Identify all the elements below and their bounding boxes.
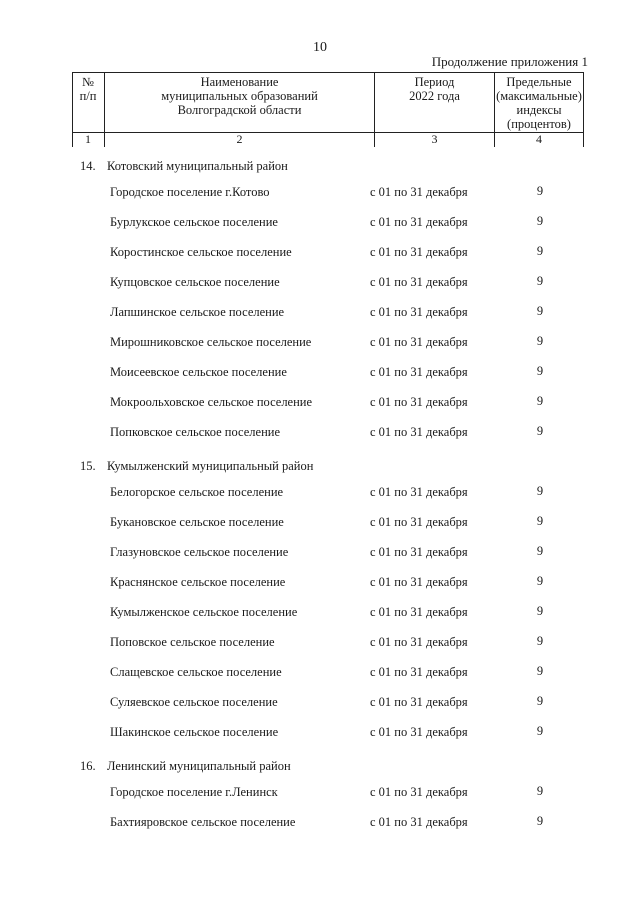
municipality-name: Мокроольховское сельское поселение: [110, 395, 313, 409]
municipality-name: Моисеевское сельское поселение: [110, 365, 287, 379]
table-row: [0, 212, 640, 242]
index-value: 9: [536, 634, 544, 648]
municipality-name: Попковское сельское поселение: [110, 425, 281, 439]
index-value: 9: [536, 544, 544, 558]
appendix-note: Продолжение приложения 1: [431, 54, 588, 69]
municipality-name: Лапшинское сельское поселение: [110, 305, 285, 319]
municipality-name: Городское поселение г.Котово: [110, 185, 270, 199]
section-row: [0, 452, 640, 482]
index-value: 9: [536, 484, 544, 498]
index-value: 9: [536, 724, 544, 738]
municipality-name: Шакинское сельское поселение: [110, 725, 279, 739]
municipality-name: Поповское сельское поселение: [110, 635, 275, 649]
section-title: Кумылженский муниципальный район: [107, 459, 314, 473]
municipality-name: Букановское сельское поселение: [110, 515, 284, 529]
period: с 01 по 31 декабря: [370, 395, 468, 409]
section-number: 14.: [80, 159, 96, 173]
index-value: 9: [536, 214, 544, 228]
period: с 01 по 31 декабря: [370, 425, 468, 439]
period: с 01 по 31 декабря: [370, 245, 468, 259]
municipality-name: Мирошниковское сельское поселение: [110, 335, 312, 349]
index-value: 9: [536, 514, 544, 528]
period: с 01 по 31 декабря: [370, 305, 468, 319]
municipality-name: Бурлукское сельское поселение: [110, 215, 278, 229]
index-value: 9: [536, 664, 544, 678]
index-value: 9: [536, 784, 544, 798]
period: с 01 по 31 декабря: [370, 575, 468, 589]
period: с 01 по 31 декабря: [370, 515, 468, 529]
table-body: [0, 152, 640, 842]
table-row: [0, 242, 640, 272]
section-row: [0, 752, 640, 782]
municipality-name: Бахтияровское сельское поселение: [110, 815, 296, 829]
column-number-3: 3: [431, 132, 438, 146]
table-row: [0, 602, 640, 632]
municipality-name: Купцовское сельское поселение: [110, 275, 280, 289]
period: с 01 по 31 декабря: [370, 695, 468, 709]
period: с 01 по 31 декабря: [370, 605, 468, 619]
table-row: [0, 572, 640, 602]
column-number-2: 2: [236, 132, 243, 146]
table-row: [0, 512, 640, 542]
table-row: [0, 482, 640, 512]
table-row: [0, 542, 640, 572]
column-header-name: Наименование муниципальных образований Волгоградской области: [161, 75, 318, 117]
index-value: 9: [536, 274, 544, 288]
period: с 01 по 31 декабря: [370, 725, 468, 739]
index-value: 9: [536, 814, 544, 828]
column-number-4: 4: [536, 132, 542, 146]
section-title: Ленинский муниципальный район: [107, 759, 291, 773]
table-row: [0, 332, 640, 362]
table-row: [0, 782, 640, 812]
table-row: [0, 362, 640, 392]
table-row: [0, 272, 640, 302]
table-row: [0, 692, 640, 722]
period: с 01 по 31 декабря: [370, 485, 468, 499]
period: с 01 по 31 декабря: [370, 275, 468, 289]
index-value: 9: [536, 334, 544, 348]
period: с 01 по 31 декабря: [370, 785, 468, 799]
table-row: [0, 662, 640, 692]
municipality-name: Краснянское сельское поселение: [110, 575, 286, 589]
table-row: [0, 812, 640, 842]
index-value: 9: [536, 424, 544, 438]
column-header-period: Период 2022 года: [409, 75, 460, 103]
section-number: 15.: [80, 459, 96, 473]
municipality-name: Кумылженское сельское поселение: [110, 605, 298, 619]
table-row: [0, 422, 640, 452]
table-row: [0, 632, 640, 662]
index-value: 9: [536, 364, 544, 378]
period: с 01 по 31 декабря: [370, 545, 468, 559]
column-number-1: 1: [85, 132, 91, 146]
section-title: Котовский муниципальный район: [107, 159, 288, 173]
period: с 01 по 31 декабря: [370, 365, 468, 379]
table-row: [0, 392, 640, 422]
period: с 01 по 31 декабря: [370, 215, 468, 229]
table-row: [0, 302, 640, 332]
section-row: [0, 152, 640, 182]
index-value: 9: [536, 574, 544, 588]
municipality-name: Городское поселение г.Ленинск: [110, 785, 278, 799]
period: с 01 по 31 декабря: [370, 665, 468, 679]
index-value: 9: [536, 304, 544, 318]
column-header-index: Предельные (максимальные) индексы (процентов): [496, 75, 582, 131]
table-row: [0, 722, 640, 752]
period: с 01 по 31 декабря: [370, 635, 468, 649]
index-value: 9: [536, 394, 544, 408]
municipality-name: Слащевское сельское поселение: [110, 665, 282, 679]
page-number: 10: [313, 40, 327, 55]
period: с 01 по 31 декабря: [370, 335, 468, 349]
municipality-name: Белогорское сельское поселение: [110, 485, 284, 499]
index-value: 9: [536, 604, 544, 618]
municipality-name: Коростинское сельское поселение: [110, 245, 292, 259]
municipality-name: Суляевское сельское поселение: [110, 695, 278, 709]
municipality-name: Глазуновское сельское поселение: [110, 545, 289, 559]
column-header-number: № п/п: [79, 75, 97, 103]
section-number: 16.: [80, 759, 96, 773]
table-row: [0, 182, 640, 212]
period: с 01 по 31 декабря: [370, 815, 468, 829]
period: с 01 по 31 декабря: [370, 185, 468, 199]
index-value: 9: [536, 184, 544, 198]
table-header: [72, 72, 584, 147]
index-value: 9: [536, 694, 544, 708]
index-value: 9: [536, 244, 544, 258]
